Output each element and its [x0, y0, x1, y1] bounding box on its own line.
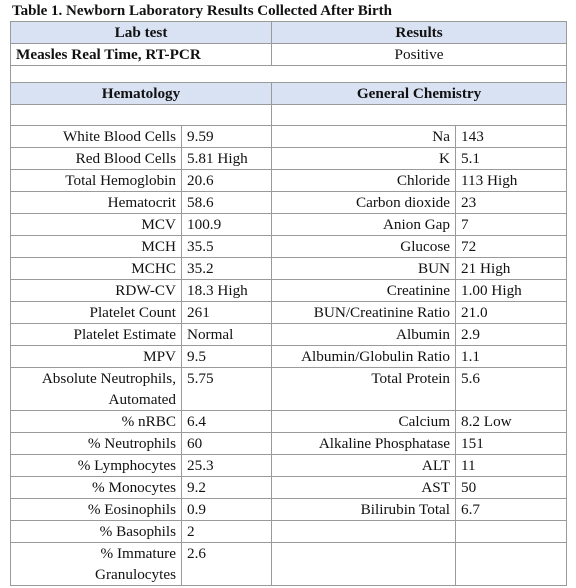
chemistry-test-value: 1.1 [456, 346, 567, 368]
header-results: Results [272, 22, 567, 44]
hematology-test-name: % Basophils [11, 521, 182, 543]
hematology-test-name: Absolute Neutrophils, Automated [11, 368, 182, 411]
lab-result-row [11, 148, 567, 170]
chemistry-test-value: 143 [456, 126, 567, 148]
hematology-test-name: White Blood Cells [11, 126, 182, 148]
chemistry-test-name: Albumin/Globulin Ratio [272, 346, 456, 368]
hematology-test-name: Red Blood Cells [11, 148, 182, 170]
lab-result-row [11, 192, 567, 214]
header-lab-test: Lab test [11, 22, 272, 44]
lab-result-row [11, 258, 567, 280]
lab-result-row [11, 411, 567, 433]
lab-result-row [11, 302, 567, 324]
hematology-test-value: 2.6 [182, 543, 272, 586]
lab-result-row [11, 499, 567, 521]
spacer-row [11, 66, 567, 83]
hematology-test-value: 60 [182, 433, 272, 455]
chemistry-test-name: Creatinine [272, 280, 456, 302]
hematology-test-value: 20.6 [182, 170, 272, 192]
hematology-test-value: 9.59 [182, 126, 272, 148]
chemistry-test-value: 5.1 [456, 148, 567, 170]
hematology-test-name: % Eosinophils [11, 499, 182, 521]
hematology-test-name: % nRBC [11, 411, 182, 433]
chemistry-test-name: AST [272, 477, 456, 499]
table-caption: Table 1. Newborn Laboratory Results Collected After Birth [12, 3, 392, 19]
chemistry-test-value: 5.6 [456, 368, 567, 411]
hematology-test-name: Platelet Count [11, 302, 182, 324]
spacer-cell [11, 105, 272, 126]
lab-result-row [11, 170, 567, 192]
hematology-test-value: 0.9 [182, 499, 272, 521]
hematology-test-value: 35.5 [182, 236, 272, 258]
lab-result-row [11, 280, 567, 302]
hematology-test-value: 18.3 High [182, 280, 272, 302]
hematology-test-name: % Immature Granulocytes [11, 543, 182, 586]
chemistry-test-name: Albumin [272, 324, 456, 346]
chemistry-test-value [456, 521, 567, 543]
hematology-test-name: % Lymphocytes [11, 455, 182, 477]
chemistry-test-value: 50 [456, 477, 567, 499]
chemistry-test-value: 23 [456, 192, 567, 214]
hematology-test-name: MPV [11, 346, 182, 368]
chemistry-test-value: 8.2 Low [456, 411, 567, 433]
chemistry-test-name: BUN/Creatinine Ratio [272, 302, 456, 324]
lab-result-row [11, 346, 567, 368]
chemistry-test-name: ALT [272, 455, 456, 477]
section-header-row [11, 83, 567, 105]
hematology-test-name: % Monocytes [11, 477, 182, 499]
hematology-test-value: 9.5 [182, 346, 272, 368]
chemistry-test-name: Glucose [272, 236, 456, 258]
lab-result-row [11, 521, 567, 543]
chemistry-test-name: Anion Gap [272, 214, 456, 236]
chemistry-test-value [456, 543, 567, 586]
lab-result-row [11, 126, 567, 148]
lab-result-row [11, 236, 567, 258]
lab-results-table [10, 21, 567, 586]
lab-result-row [11, 477, 567, 499]
hematology-test-name: % Neutrophils [11, 433, 182, 455]
chemistry-test-value: 151 [456, 433, 567, 455]
hematology-test-name: Total Hemoglobin [11, 170, 182, 192]
chemistry-test-name: Carbon dioxide [272, 192, 456, 214]
lab-result-row [11, 214, 567, 236]
measles-test-result: Positive [272, 44, 567, 66]
chemistry-test-name: Chloride [272, 170, 456, 192]
hematology-test-value: 261 [182, 302, 272, 324]
chemistry-test-value: 11 [456, 455, 567, 477]
hematology-section-header: Hematology [11, 83, 272, 105]
chemistry-test-value: 21 High [456, 258, 567, 280]
hematology-test-value: 6.4 [182, 411, 272, 433]
table-header-row [11, 22, 567, 44]
hematology-test-name: Hematocrit [11, 192, 182, 214]
hematology-test-name: RDW-CV [11, 280, 182, 302]
lab-result-row [11, 433, 567, 455]
hematology-test-value: 9.2 [182, 477, 272, 499]
chemistry-test-value: 2.9 [456, 324, 567, 346]
chemistry-test-name: Calcium [272, 411, 456, 433]
hematology-test-value: 58.6 [182, 192, 272, 214]
chemistry-test-name [272, 543, 456, 586]
chemistry-test-name: BUN [272, 258, 456, 280]
chemistry-test-name: Bilirubin Total [272, 499, 456, 521]
chemistry-test-value: 7 [456, 214, 567, 236]
hematology-test-value: 2 [182, 521, 272, 543]
hematology-test-value: 35.2 [182, 258, 272, 280]
chemistry-test-name: Total Protein [272, 368, 456, 411]
measles-row [11, 44, 567, 66]
measles-test-name: Measles Real Time, RT-PCR [11, 44, 272, 66]
chemistry-test-value: 6.7 [456, 499, 567, 521]
chemistry-test-name [272, 521, 456, 543]
chemistry-test-value: 1.00 High [456, 280, 567, 302]
lab-result-row [11, 455, 567, 477]
hematology-test-value: Normal [182, 324, 272, 346]
hematology-test-name: Platelet Estimate [11, 324, 182, 346]
hematology-test-value: 5.75 [182, 368, 272, 411]
lab-result-row [11, 324, 567, 346]
chemistry-test-name: Alkaline Phosphatase [272, 433, 456, 455]
lab-result-row [11, 543, 567, 586]
hematology-test-name: MCV [11, 214, 182, 236]
hematology-test-value: 5.81 High [182, 148, 272, 170]
hematology-test-name: MCH [11, 236, 182, 258]
chemistry-section-header: General Chemistry [272, 83, 567, 105]
chemistry-test-value: 113 High [456, 170, 567, 192]
spacer-cell [11, 66, 567, 83]
hematology-test-value: 100.9 [182, 214, 272, 236]
chemistry-test-name: Na [272, 126, 456, 148]
spacer-row [11, 105, 567, 126]
spacer-cell [272, 105, 567, 126]
chemistry-test-value: 21.0 [456, 302, 567, 324]
hematology-test-value: 25.3 [182, 455, 272, 477]
chemistry-test-value: 72 [456, 236, 567, 258]
hematology-test-name: MCHC [11, 258, 182, 280]
chemistry-test-name: K [272, 148, 456, 170]
lab-result-row [11, 368, 567, 411]
